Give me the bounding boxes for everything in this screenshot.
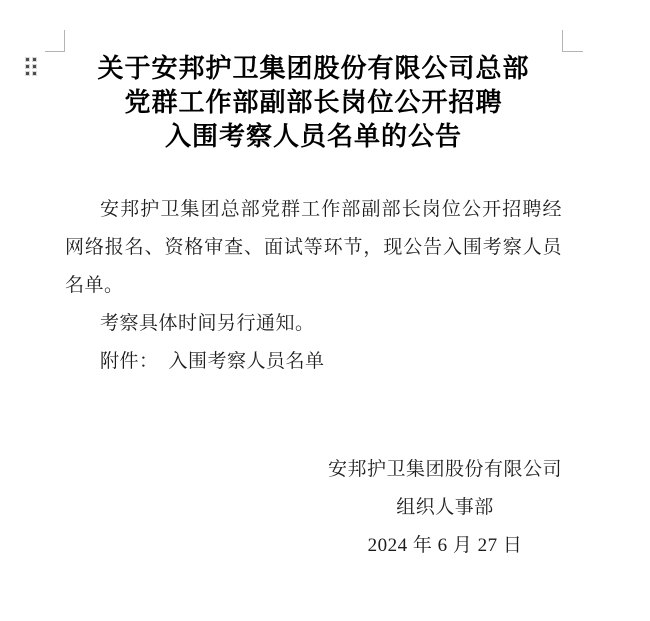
title-line-2: 党群工作部副部长岗位公开招聘 [124,88,503,117]
drag-handle-dot [26,72,29,75]
signature-date: 2024 年 6 月 27 日 [367,535,523,556]
text-boundary-corner-top-left [45,30,65,52]
drag-handle-dot [26,65,29,68]
paragraph-recruitment-process: 安邦护卫集团总部党群工作部副部长岗位公开招聘经网络报名、资格审查、面试等环节，现公告入围考察人员名单。 [65,199,562,296]
signature-block [328,451,562,565]
drag-handle-dot [33,65,36,68]
drag-handle-icon[interactable] [26,58,36,75]
drag-handle-dot [26,58,29,61]
signature-company: 安邦护卫集团股份有限公司 [327,459,562,480]
signature-department: 组织人事部 [396,497,494,518]
text-boundary-corner-top-right [562,30,583,52]
document-body [65,52,562,565]
drag-handle-dot [33,58,36,61]
drag-handle-dot [33,72,36,75]
paragraph-inspection-notice: 考察具体时间另行通知。 [100,313,315,334]
document-title [65,52,562,154]
paragraph-attachment [65,343,562,381]
title-line-3: 入围考察人员名单的公告 [164,122,462,151]
title-line-1: 关于安邦护卫集团股份有限公司总部 [97,54,530,83]
attachment-value: 入围考察人员名单 [168,351,325,372]
attachment-label: 附件： [100,351,159,372]
